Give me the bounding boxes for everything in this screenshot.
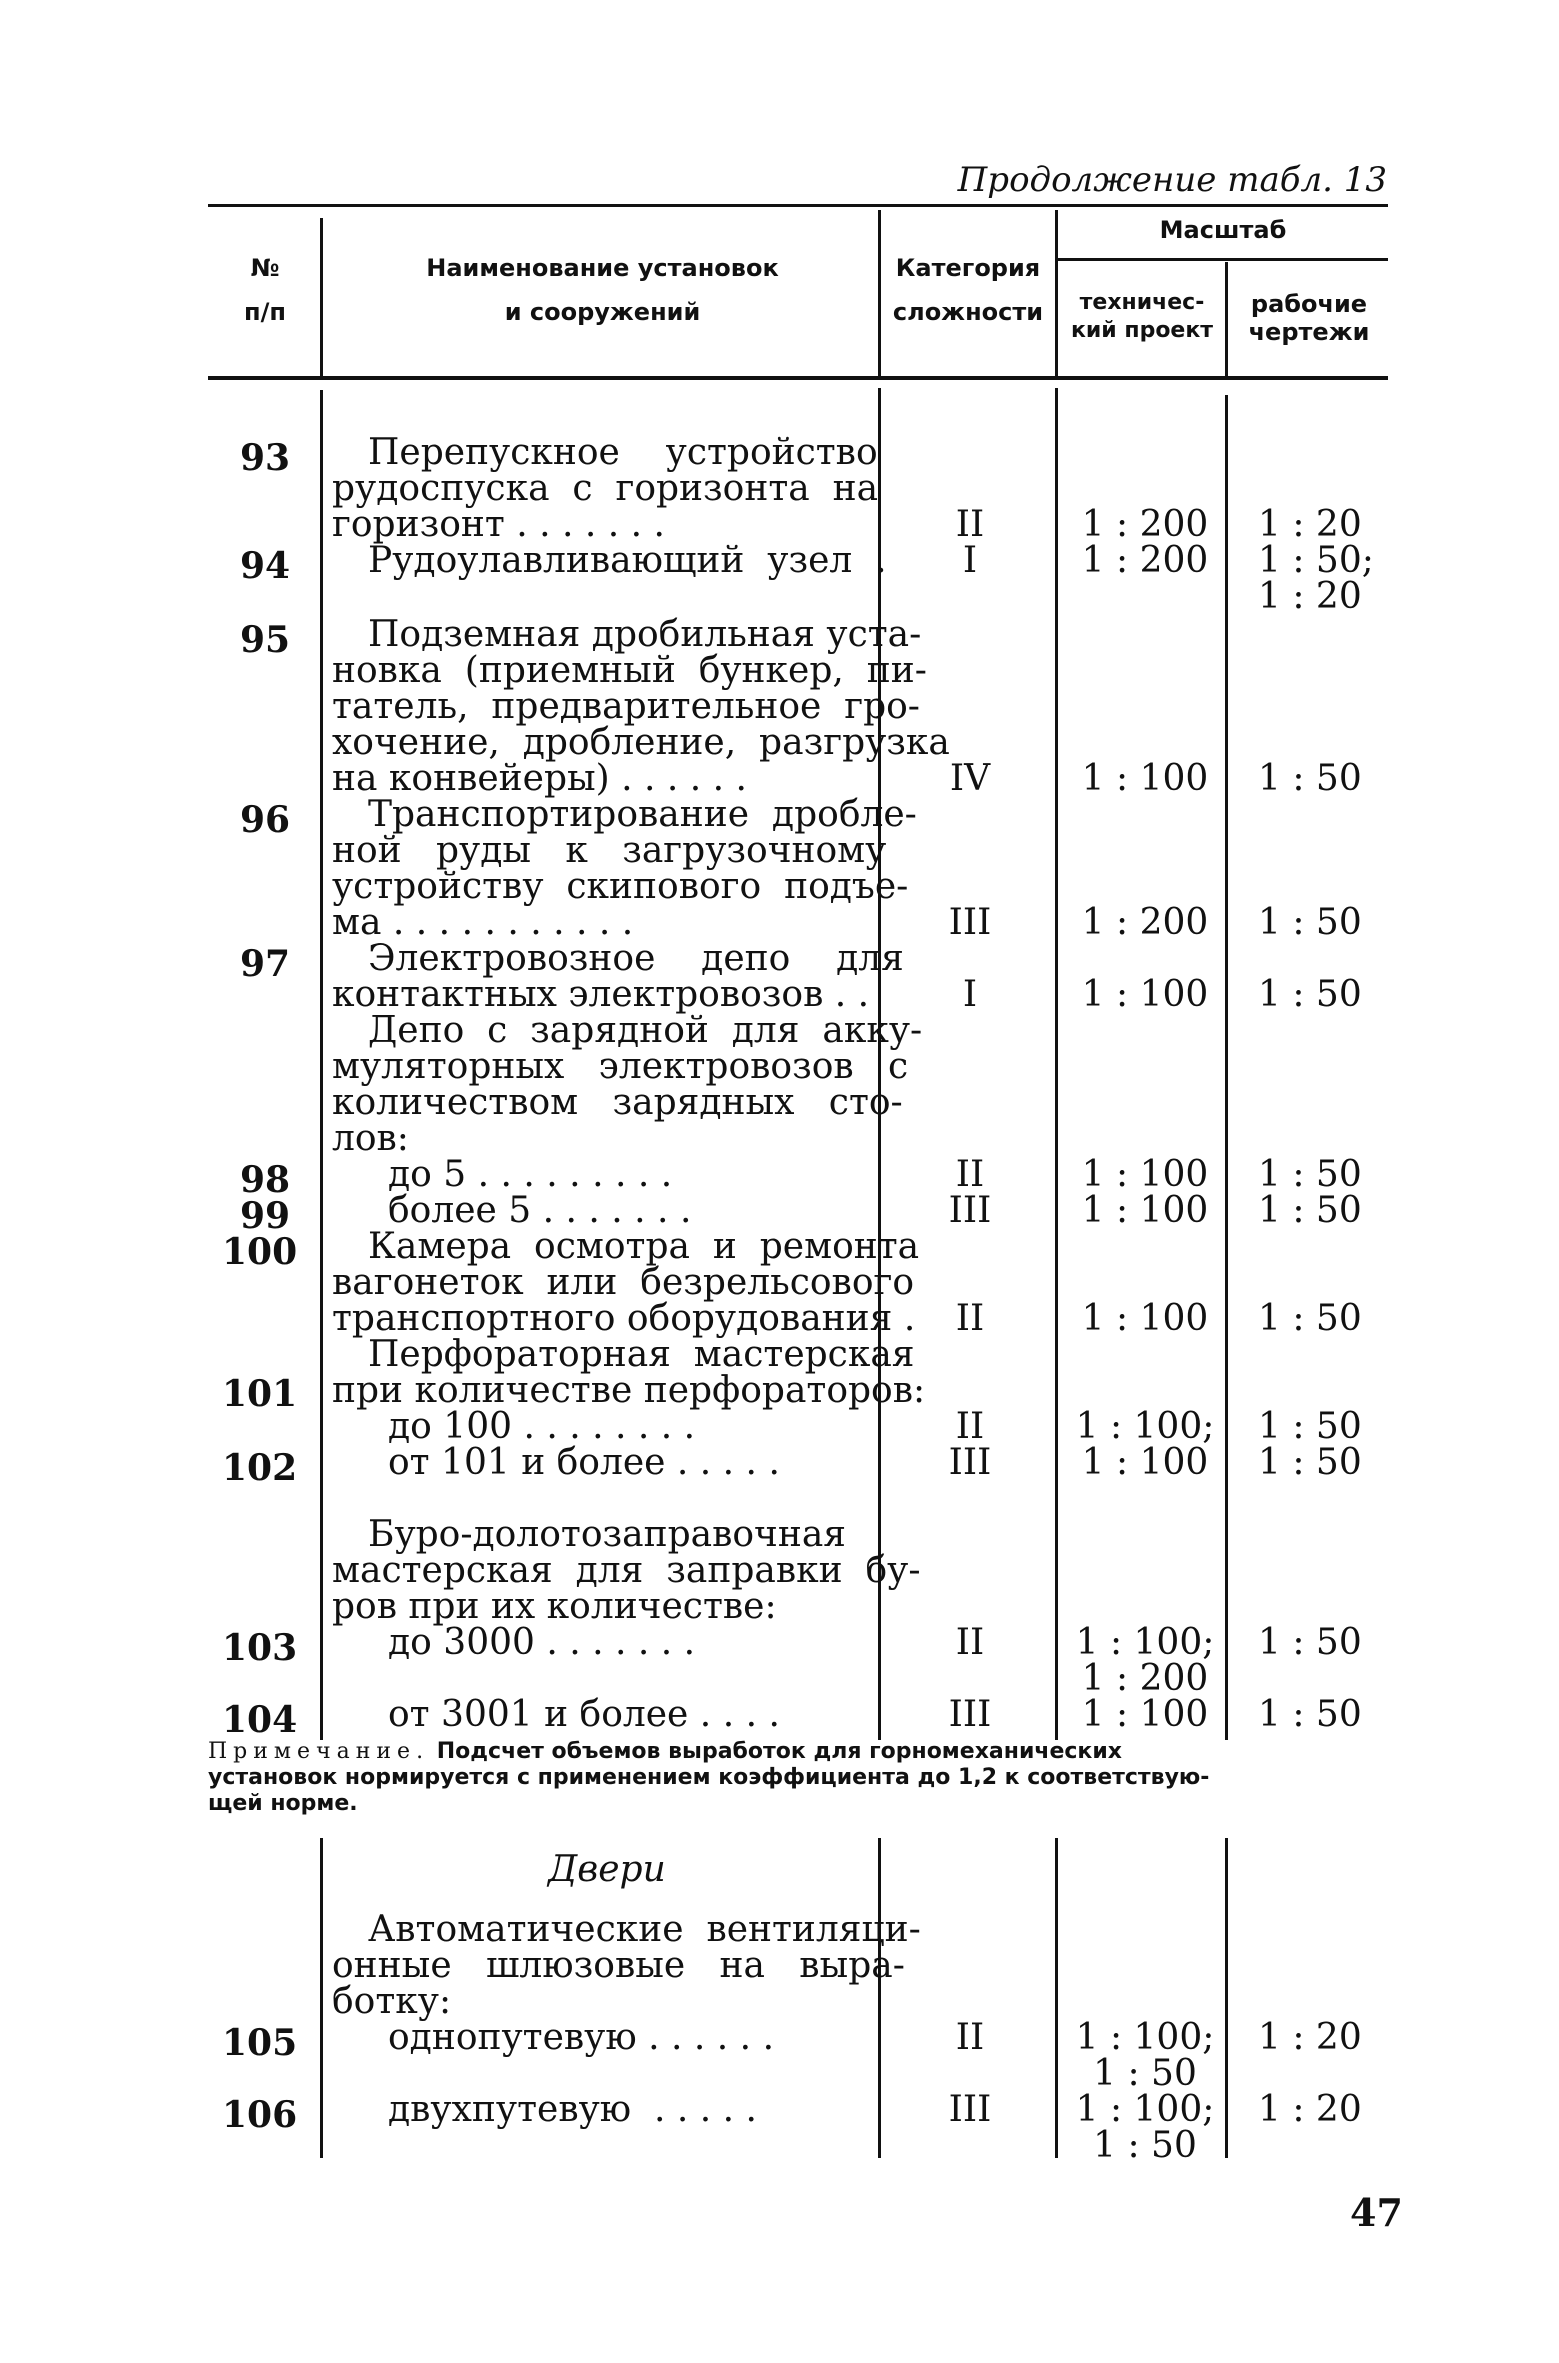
row-tech-scale: 1 : 200	[1081, 1658, 1209, 1699]
row-category: I	[962, 540, 978, 581]
note-text: Подсчет объемов выработок для горномеханических	[436, 1739, 1122, 1764]
row-work-scale: 1 : 50	[1258, 1190, 1362, 1231]
row-tech-scale: 1 : 200	[1081, 902, 1209, 943]
row-name-line: горизонт . . . . . . .	[332, 504, 665, 545]
row-work-scale: 1 : 20	[1258, 504, 1362, 545]
note-line-2: установок нормируется с применением коэффициента до 1,2 к соответствую-	[208, 1765, 1210, 1790]
row-work-scale: 1 : 50	[1258, 758, 1362, 799]
row-name-line: на конвейеры) . . . . . .	[332, 758, 748, 799]
row-number: 99	[240, 1195, 291, 1237]
row-number: 101	[222, 1373, 298, 1415]
row-name-line: Камера осмотра и ремонта	[368, 1226, 920, 1267]
row-name-line: двухпутевую . . . . .	[388, 2089, 757, 2130]
row-number: 105	[222, 2022, 298, 2064]
row-tech-scale: 1 : 100;	[1075, 2089, 1215, 2130]
row-work-scale: 1 : 50	[1258, 1694, 1362, 1735]
row-name-line: транспортного оборудования .	[332, 1298, 916, 1339]
row-category: II	[955, 1154, 985, 1195]
note-label: Примечание.	[208, 1739, 430, 1764]
row-tech-scale: 1 : 100;	[1075, 1406, 1215, 1447]
body-divider-1	[320, 390, 323, 1740]
continuation-caption: Продолжение табл. 13	[957, 160, 1387, 200]
header-category-line1: Категория	[895, 254, 1041, 282]
group-name-line: ботку:	[332, 1981, 452, 2022]
row-number: 103	[222, 1627, 298, 1669]
row-name-line: контактных электровозов . .	[332, 974, 870, 1015]
row-category: II	[955, 2017, 985, 2058]
doors-divider-3	[1055, 1838, 1058, 2158]
body-divider-4	[1225, 395, 1228, 1740]
table-top-rule	[208, 204, 1388, 207]
header-scale: Масштаб	[1159, 216, 1287, 244]
row-tech-scale: 1 : 50	[1093, 2053, 1197, 2094]
scale-header-rule	[1055, 258, 1388, 261]
row-tech-scale: 1 : 100	[1081, 974, 1209, 1015]
row-number: 96	[240, 799, 291, 841]
row-number: 102	[222, 1447, 298, 1489]
header-work-line2: чертежи	[1248, 318, 1370, 346]
row-work-scale: 1 : 20	[1258, 576, 1362, 617]
row-work-scale: 1 : 50	[1258, 1406, 1362, 1447]
doors-divider-1	[320, 1838, 323, 2158]
row-tech-scale: 1 : 100	[1081, 1442, 1209, 1483]
body-divider-3	[1055, 388, 1058, 1740]
header-bottom-rule	[208, 376, 1388, 380]
row-work-scale: 1 : 20	[1258, 2089, 1362, 2130]
doors-section-title: Двери	[548, 1849, 666, 1890]
header-work-line1: рабочие	[1250, 290, 1368, 318]
row-category: III	[948, 1190, 992, 1231]
doors-divider-2	[878, 1838, 881, 2158]
row-number: 97	[240, 943, 291, 985]
row-name-line: более 5 . . . . . . .	[388, 1190, 692, 1231]
group-name-line: мастерская для заправки бу-	[332, 1550, 921, 1591]
row-work-scale: 1 : 50	[1258, 1622, 1362, 1663]
doors-divider-4	[1225, 1838, 1228, 2158]
row-name-line: до 3000 . . . . . . .	[388, 1622, 696, 1663]
row-category: II	[955, 504, 985, 545]
row-name-line: Подземная дробильная уста-	[368, 614, 922, 655]
row-category: II	[955, 1406, 985, 1447]
row-tech-scale: 1 : 100	[1081, 1694, 1209, 1735]
row-name-line: Транспортирование дробле-	[368, 794, 917, 835]
note-line-1	[208, 1740, 1122, 1764]
row-category: III	[948, 1694, 992, 1735]
header-divider-2	[878, 210, 881, 376]
row-category: IV	[949, 758, 991, 799]
note-line-3: щей норме.	[208, 1791, 358, 1816]
header-name-line1: Наименование установок	[426, 254, 779, 282]
group-name-line: Автоматические вентиляци-	[368, 1909, 921, 1950]
row-tech-scale: 1 : 100;	[1075, 2017, 1215, 2058]
row-category: III	[948, 1442, 992, 1483]
row-work-scale: 1 : 50	[1258, 1154, 1362, 1195]
row-work-scale: 1 : 50	[1258, 902, 1362, 943]
row-category: II	[955, 1298, 985, 1339]
row-tech-scale: 1 : 100	[1081, 1154, 1209, 1195]
row-name-line: хочение, дробление, разгрузка	[332, 722, 950, 763]
row-tech-scale: 1 : 50	[1093, 2125, 1197, 2166]
group-name-line: муляторных электровозов с	[332, 1046, 909, 1087]
row-category: III	[948, 2089, 992, 2130]
header-name-line2: и сооружений	[504, 298, 701, 326]
row-category: II	[955, 1622, 985, 1663]
group-name-line: количеством зарядных сто-	[332, 1082, 903, 1123]
row-name-line: Перепускное устройство	[368, 432, 878, 473]
row-tech-scale: 1 : 200	[1081, 540, 1209, 581]
group-name-line: онные шлюзовые на выра-	[332, 1945, 905, 1986]
header-no-label: п/п	[244, 298, 286, 326]
row-number: 106	[222, 2094, 298, 2136]
row-work-scale: 1 : 50;	[1258, 540, 1374, 581]
header-no-symbol: №	[250, 254, 280, 282]
group-name-line: ров при их количестве:	[332, 1586, 777, 1627]
row-name-line: от 101 и более . . . . .	[388, 1442, 780, 1483]
row-name-line: татель, предварительное гро-	[332, 686, 920, 727]
row-name-line: ной руды к загрузочному	[332, 830, 887, 871]
row-tech-scale: 1 : 100;	[1075, 1622, 1215, 1663]
row-tech-scale: 1 : 100	[1081, 1298, 1209, 1339]
row-name-line: Рудоулавливающий узел .	[368, 540, 887, 581]
row-name-line: вагонеток или безрельсового	[332, 1262, 915, 1303]
page-number: 47	[1350, 2190, 1403, 2235]
row-name-line: новка (приемный бункер, пи-	[332, 650, 927, 691]
row-tech-scale: 1 : 100	[1081, 1190, 1209, 1231]
header-tech-line2: кий проект	[1070, 318, 1214, 343]
row-name-line: рудоспуска с горизонта на	[332, 468, 879, 509]
group-name-line: Буро-долотозаправочная	[368, 1514, 847, 1555]
row-number: 93	[240, 437, 291, 479]
row-number: 98	[240, 1159, 291, 1201]
row-name-line: от 3001 и более . . . .	[388, 1694, 780, 1735]
row-work-scale: 1 : 50	[1258, 1442, 1362, 1483]
header-tech-line1: техничес-	[1079, 290, 1205, 315]
row-name-line: до 100 . . . . . . . .	[388, 1406, 696, 1447]
row-tech-scale: 1 : 200	[1081, 504, 1209, 545]
row-name-line: однопутевую . . . . . .	[388, 2017, 775, 2058]
row-number: 100	[222, 1231, 298, 1273]
row-work-scale: 1 : 20	[1258, 2017, 1362, 2058]
header-divider-1	[320, 218, 323, 376]
row-tech-scale: 1 : 100	[1081, 758, 1209, 799]
row-name-line: Электровозное депо для	[368, 938, 904, 979]
group-name-line: при количестве перфораторов:	[332, 1370, 926, 1411]
group-name-line: Перфораторная мастерская	[368, 1334, 915, 1375]
row-name-line: до 5 . . . . . . . . .	[388, 1154, 673, 1195]
group-name-line: лов:	[332, 1118, 409, 1159]
row-work-scale: 1 : 50	[1258, 1298, 1362, 1339]
row-work-scale: 1 : 50	[1258, 974, 1362, 1015]
row-number: 94	[240, 545, 291, 587]
group-name-line: Депо с зарядной для акку-	[368, 1010, 923, 1051]
row-category: I	[962, 974, 978, 1015]
row-name-line: ма . . . . . . . . . . .	[332, 902, 634, 943]
row-name-line: устройству скипового подъе-	[332, 866, 909, 907]
row-number: 95	[240, 619, 291, 661]
row-category: III	[948, 902, 992, 943]
row-number: 104	[222, 1699, 298, 1741]
header-category-line2: сложности	[892, 298, 1044, 326]
